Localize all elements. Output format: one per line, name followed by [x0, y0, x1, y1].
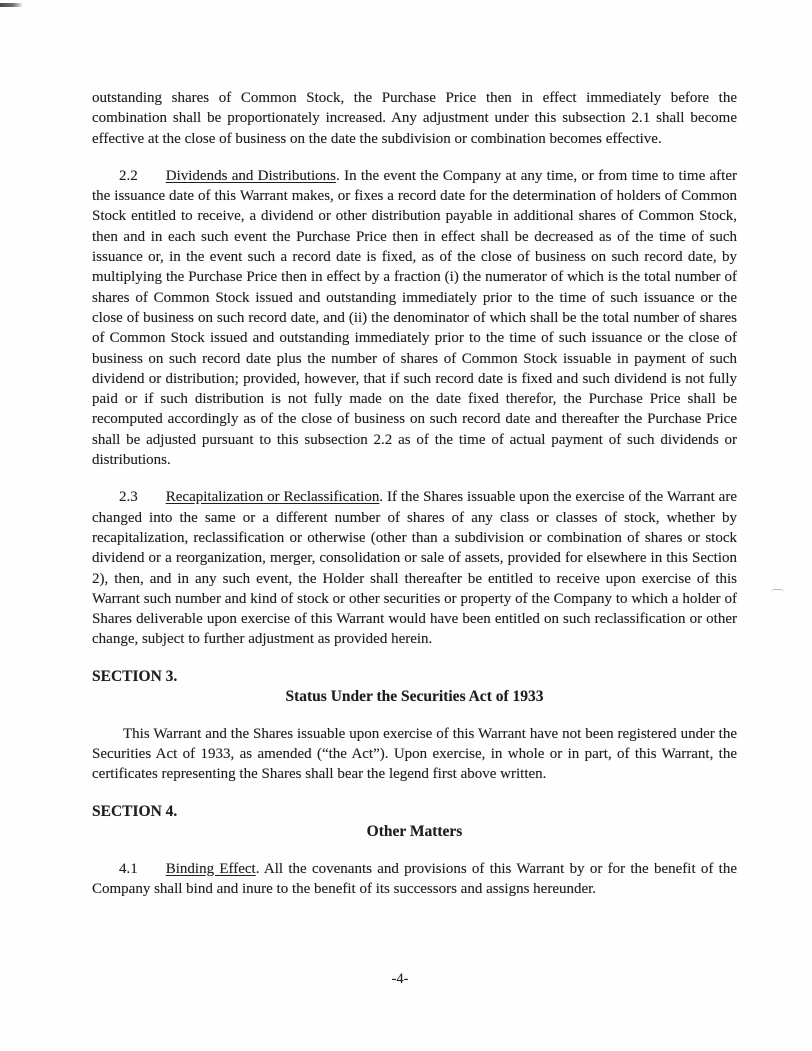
paragraph-section-3-body: This Warrant and the Shares issuable upon exercise of this Warrant have not been registered under the Securities Act of 1933, as amended (“the Act”). Upon exercise, in whole or in part, of this Warrant, the certificates representing the Shares shall bear the legend first above written. — [92, 725, 737, 783]
subsection-2-3-heading: Recapitalization or Reclassification — [165, 489, 380, 506]
section-4-title: Other Matters — [366, 823, 463, 841]
subsection-2-3-body: . If the Shares issuable upon the exercise of the Warrant are changed into the same or a different number of shares of any class or classes of stock, whether by recapitalization, reclassification or otherwise (other than a subdivision or combination of shares or stock dividend or a reorganization, merger, consolidation or sale of assets, provided for elsewhere in this Section 2), then, and in any such event, the Holder shall thereafter be entitled to receive upon exercise of this Warrant such number and kind of stock or other securities or property of the Company to which a holder of Shares deliverable upon exercise of this Warrant would have been entitled on such reclassification or other change, subject to further adjustment as provided herein. — [92, 489, 737, 648]
subsection-2-2-heading: Dividends and Distributions — [165, 167, 337, 184]
scan-artifact-mark — [771, 589, 784, 596]
subsection-4-1-heading: Binding Effect — [165, 860, 256, 877]
subsection-2-3-number: 2.3 — [119, 489, 138, 506]
section-3-title: Status Under the Securities Act of 1933 — [285, 688, 544, 706]
page-content — [92, 88, 737, 916]
subsection-2-2-body: . In the event the Company at any time, or from time to time after the issuance date of this Warrant makes, or fixes a record date for the determination of holders of Common Stock entitled to receive, a dividend or other distribution payable in additional shares of Common Stock, then and in each such event the Purchase Price then in effect shall be decreased as of the time of such issuance or, in the event such a record date is fixed, as of the close of business on such record date, by multiplying the Purchase Price then in effect by a fraction (i) the numerator of which is the total number of shares of Common Stock issued and outstanding immediately prior to the time of such issuance or the close of business on such record date, and (ii) the denominator of which shall be the total number of shares of Common Stock issued and outstanding immediately prior to the time of such issuance or the close of business on such record date plus the number of shares of Common Stock issuable in payment of such dividend or distribution; provided, however, that if such record date is fixed and such dividend is not fully paid or if such distribution is not fully made on the date fixed therefor, the Purchase Price shall be recomputed accordingly as of the close of business on such record date and thereafter the Purchase Price shall be adjusted pursuant to this subsection 2.2 as of the time of actual payment of such dividends or distributions. — [92, 167, 737, 469]
section-3-label: SECTION 3. — [92, 667, 178, 685]
section-4-label: SECTION 4. — [92, 802, 178, 820]
paragraph-subsection-2-2 — [92, 166, 737, 470]
subsection-4-1-number: 4.1 — [119, 860, 138, 877]
paragraph-subsection-2-3 — [92, 487, 737, 649]
paragraph-subsection-2-1-continuation: outstanding shares of Common Stock, the Purchase Price then in effect immediately before the combination shall be proportionately increased. Any adjustment under this subsection 2.1 shall become effective at the close of business on the date the subdivision or combination becomes effective. — [92, 90, 737, 147]
paragraph-subsection-4-1 — [92, 859, 737, 900]
subsection-2-2-number: 2.2 — [119, 167, 138, 184]
scan-artifact-streak — [0, 3, 23, 7]
page-number: -4- — [391, 971, 409, 987]
subsection-4-1-body: . All the covenants and provisions of this Warrant by or for the benefit of the Company shall bind and inure to the benefit of its successors and assigns hereunder. — [92, 860, 737, 897]
